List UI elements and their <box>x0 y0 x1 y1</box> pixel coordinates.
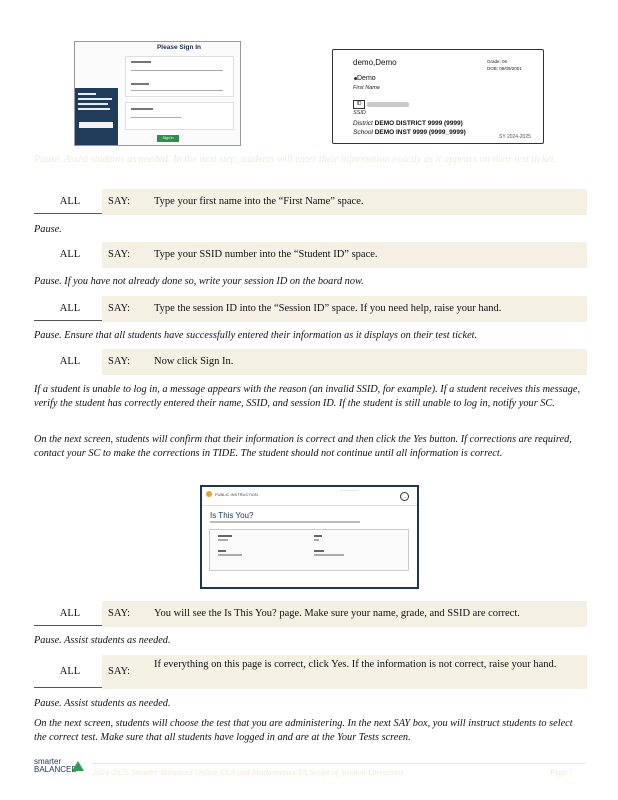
footer-rule <box>92 763 586 764</box>
sidebar-panel <box>75 88 118 145</box>
ticket-name: demo,Demo <box>353 58 397 67</box>
smarter-balanced-logo: smarter BALANCED <box>34 757 78 774</box>
pause-paragraph: Pause. Assist students as needed. <box>34 635 171 646</box>
next-screen-paragraph: On the next screen, students will choose the test that you are administering. In the next SAY box, you will instruct students to select the correct test. Make sure that all students have logged in and are at the Your Tests screen. <box>34 718 573 743</box>
say-audience: ALL <box>59 608 81 619</box>
say-keyword: SAY: <box>108 196 130 207</box>
say-audience: ALL <box>59 356 81 367</box>
is-this-you-heading: Is This You? <box>210 511 254 520</box>
say-keyword: SAY: <box>108 666 130 677</box>
person-icon: ☻ <box>353 76 359 82</box>
say-text: If everything on this page is correct, click Yes. If the information is not correct, raise your hand. <box>154 659 557 670</box>
state-logo-icon <box>206 491 212 497</box>
say-box <box>34 349 587 375</box>
say-audience: ALL <box>59 303 81 314</box>
session-id-field <box>131 113 181 118</box>
page-number: Page 7 <box>550 767 573 777</box>
id-card-icon: ID <box>353 100 365 109</box>
ticket-ssid-label: SSID <box>353 110 366 116</box>
secure-browser-button <box>79 122 113 128</box>
footer-text: 2024-2025 Smarter Balanced Online ELA and Mathematics TA Script of Student Directions <box>92 767 404 777</box>
say-keyword: SAY: <box>108 249 130 260</box>
student-info-card <box>209 529 409 571</box>
sign-in-button: Sign In <box>157 135 179 142</box>
ticket-school: School DEMO INST 9999 (9999_9999) <box>353 129 466 136</box>
session-id-box <box>125 102 234 130</box>
say-audience: ALL <box>59 196 81 207</box>
say-keyword: SAY: <box>108 608 130 619</box>
header-title: PUBLIC INSTRUCTION <box>215 492 258 497</box>
ticket-school-year: SY 2024-2025 <box>499 134 531 140</box>
is-this-you-screenshot: PUBLIC INSTRUCTION — — — — — → Is This You? <box>200 485 419 589</box>
say-box <box>34 655 587 689</box>
say-text: Type the session ID into the “Session ID” space. If you need help, raise your hand. <box>154 303 502 314</box>
ticket-first-name-value: Demo <box>357 75 376 82</box>
faint-pause-paragraph: Pause. Assist students as needed. In the next step, students will enter their information exactly as it appears on their test ticket. <box>34 154 557 165</box>
sign-in-title: Please Sign In <box>156 44 202 51</box>
say-box <box>34 242 587 268</box>
student-id-field <box>131 86 223 91</box>
ticket-grade: Grade: 06 <box>487 59 508 64</box>
pause-paragraph: Pause. Assist students as needed. <box>34 698 171 709</box>
login-issue-paragraph: If a student is unable to log in, a message appears with the reason (an invalid SSID, for example). If a student receives this message, verify the student has correctly entered their name, SSID, and session ID. If the student is still unable to log in, notify your SC. <box>34 384 581 409</box>
say-box <box>34 296 587 322</box>
say-text: You will see the Is This You? page. Make sure your name, grade, and SSID are correct. <box>154 608 520 619</box>
sign-in-screenshot <box>74 41 241 146</box>
say-box <box>34 189 587 215</box>
ticket-first-name-label: First Name <box>353 85 380 91</box>
say-keyword: SAY: <box>108 303 130 314</box>
first-name-field <box>131 66 223 71</box>
student-id-box <box>125 78 234 97</box>
say-text: Now click Sign In. <box>154 356 234 367</box>
say-text: Type your first name into the “First Name” space. <box>154 196 364 207</box>
say-audience: ALL <box>59 249 81 260</box>
say-text: Type your SSID number into the “Student ID” space. <box>154 249 378 260</box>
pause-paragraph: Pause. If you have not already done so, write your session ID on the board now. <box>34 276 364 287</box>
logo-triangle-icon <box>72 761 84 771</box>
pause-paragraph: Pause. <box>34 224 62 235</box>
next-screen-paragraph: On the next screen, students will confirm that their information is correct and then click the Yes button. If corrections are required, contact your SC to make the corrections in TIDE. The student should not continue until all information is correct. <box>34 434 572 459</box>
exit-icon: → <box>400 492 409 501</box>
ticket-district: District DEMO DISTRICT 9999 (9999) <box>353 120 463 127</box>
pause-paragraph: Pause. Ensure that all students have successfully entered their information as it displays on their test ticket. <box>34 330 478 341</box>
say-keyword: SAY: <box>108 356 130 367</box>
ticket-dob: DOB: 09/09/2001 <box>487 66 522 71</box>
ssid-value-redacted <box>367 102 409 107</box>
say-audience: ALL <box>59 666 81 677</box>
say-box <box>34 601 587 627</box>
test-ticket <box>332 49 544 144</box>
